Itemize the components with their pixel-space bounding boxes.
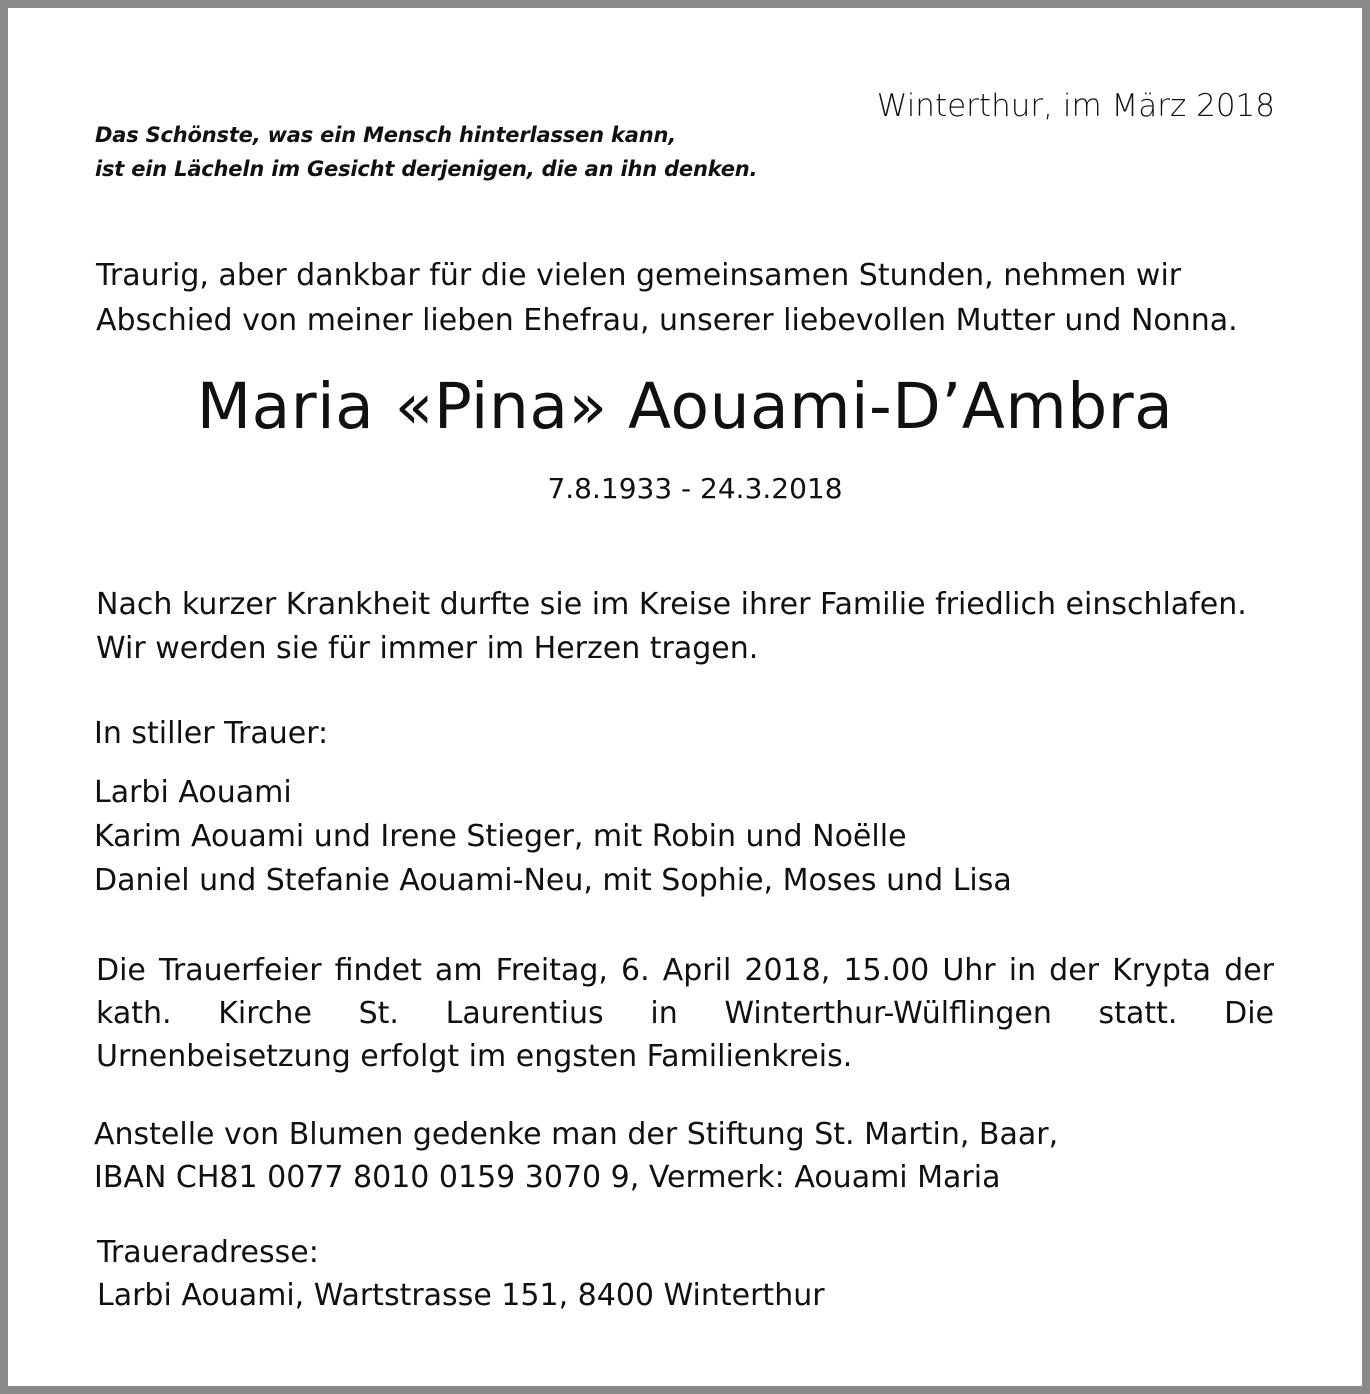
donation-line-1: Anstelle von Blumen gedenke man der Stiftung St. Martin, Baar, (94, 1117, 1059, 1152)
address-value: Larbi Aouami, Wartstrasse 151, 8400 Winterthur (97, 1278, 825, 1313)
mourner-item: Karim Aouami und Irene Stieger, mit Robin und Noëlle (94, 819, 907, 854)
place-date: Winterthur, im März 2018 (876, 88, 1275, 124)
sickness-text: Nach kurzer Krankheit durfte sie im Kreise ihrer Familie friedlich einschlafen. Wir werden sie für immer im Herzen tragen. (96, 587, 1247, 666)
intro-line-1: Traurig, aber dankbar für die vielen gemeinsamen Stunden, nehmen wir (96, 258, 1182, 293)
motto-quote (95, 118, 757, 186)
address-label: Traueradresse: (97, 1235, 319, 1270)
service-text: Die Trauerfeier findet am Freitag, 6. April 2018, 15.00 Uhr in der Krypta der kath. Kirche St. Laurentius in Winterthur-Wülflingen statt. Die Urnenbeisetzung erfolgt im engsten Familienkreis. (96, 953, 1274, 1074)
donation-info (94, 1113, 1058, 1199)
intro-text (96, 253, 1238, 343)
mourning-address (97, 1231, 825, 1317)
mourners-list (94, 771, 1012, 903)
intro-line-2: Abschied von meiner lieben Ehefrau, unserer liebevollen Mutter und Nonna. (96, 303, 1238, 338)
life-dates: 7.8.1933 - 24.3.2018 (547, 472, 843, 505)
motto-line-1: Das Schönste, was ein Mensch hinterlassen kann, (95, 123, 676, 147)
mourning-label: In stiller Trauer: (94, 716, 329, 751)
mourner-item: Daniel und Stefanie Aouami-Neu, mit Sophie, Moses und Lisa (94, 863, 1012, 898)
donation-line-2: IBAN CH81 0077 8010 0159 3070 9, Vermerk: Aouami Maria (94, 1160, 1001, 1195)
mourner-item: Larbi Aouami (94, 775, 292, 810)
deceased-name: Maria «Pina» Aouami-D’Ambra (196, 370, 1174, 443)
motto-line-2: ist ein Lächeln im Gesicht derjenigen, die an ihn denken. (95, 157, 758, 181)
